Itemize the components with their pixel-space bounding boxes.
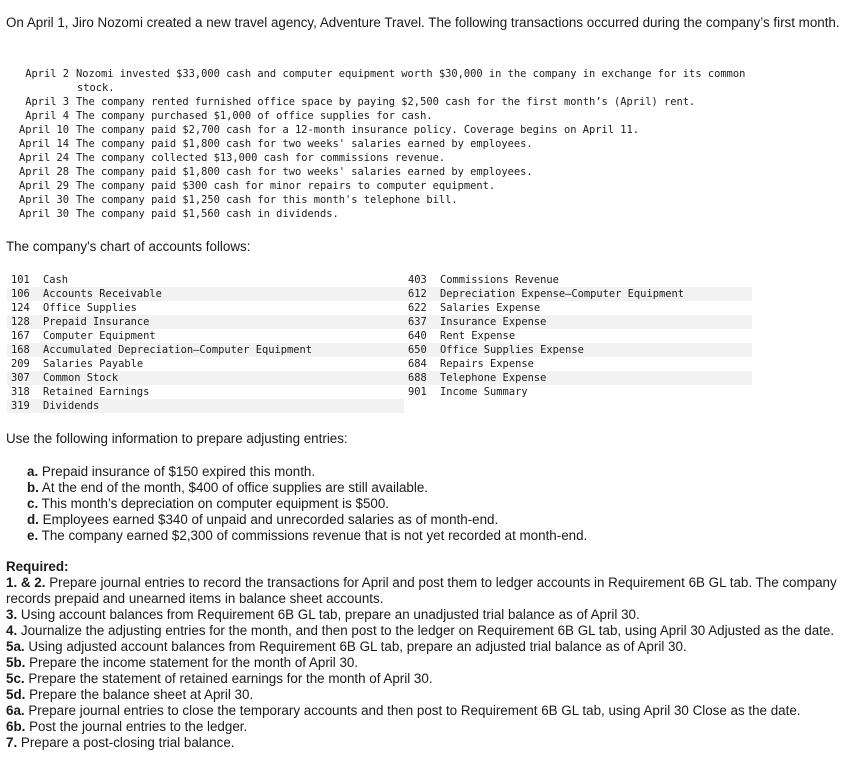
requirement-text: Prepare journal entries to close the temporary accounts and then post to Requirement 6B GL tab, using April 30 Close as the date. <box>28 703 801 718</box>
account-number: 688 <box>408 372 427 384</box>
transaction-desc: The company paid $1,800 cash for two weeks' salaries earned by employees. <box>76 138 533 150</box>
transaction-row <box>5 207 845 221</box>
transaction-date: April 24 <box>18 152 69 164</box>
list-item <box>6 703 848 719</box>
account-number: 128 <box>11 316 30 328</box>
transaction-desc: The company paid $1,800 cash for two weeks' salaries earned by employees. <box>76 166 533 178</box>
table-row <box>7 399 404 413</box>
account-name: Accumulated Depreciation—Computer Equipment <box>43 344 312 356</box>
transaction-date: April 4 <box>25 110 69 122</box>
transaction-desc: The company paid $300 cash for minor repairs to computer equipment. <box>76 180 496 192</box>
table-row <box>7 273 752 287</box>
list-item <box>6 655 848 671</box>
account-number: 403 <box>408 274 427 286</box>
account-name: Income Summary <box>440 386 528 398</box>
list-item <box>6 639 848 655</box>
transaction-row <box>5 179 845 193</box>
adjustment-letter: c. <box>27 496 39 511</box>
transaction-desc: The company rented furnished office space by paying $2,500 cash for the first month’s (April) rent. <box>76 96 696 108</box>
adjustment-text: Prepaid insurance of $150 expired this month. <box>41 464 316 479</box>
requirement-number: 1. & 2. <box>6 575 46 590</box>
transaction-row <box>5 95 845 109</box>
account-number: 637 <box>408 316 427 328</box>
requirement-text: Prepare the balance sheet at April 30. <box>29 687 254 702</box>
chart-of-accounts-title: The company's chart of accounts follows: <box>6 239 251 254</box>
table-row <box>7 385 752 399</box>
account-number: 307 <box>11 372 30 384</box>
list-item <box>27 528 827 544</box>
transaction-desc: Nozomi invested $33,000 cash and computer equipment worth $30,000 in the company in exchange for its common <box>76 68 746 80</box>
account-number: 167 <box>11 330 30 342</box>
account-name: Commissions Revenue <box>440 274 559 286</box>
adjustment-text: This month’s depreciation on computer equipment is $500. <box>41 496 390 511</box>
requirement-text: Using adjusted account balances from Requirement 6B GL tab, prepare an adjusted trial balance as of April 30. <box>28 639 687 654</box>
transaction-row <box>5 193 845 207</box>
transaction-desc: The company purchased $1,000 of office supplies for cash. <box>76 110 433 122</box>
transaction-date: April 14 <box>18 138 69 150</box>
table-row <box>7 315 752 329</box>
list-item <box>6 735 848 751</box>
requirement-text: Post the journal entries to the ledger. <box>29 719 248 734</box>
adjustments-title: Use the following information to prepare adjusting entries: <box>6 431 348 446</box>
account-name: Cash <box>43 274 69 286</box>
list-item <box>6 687 848 703</box>
transaction-date: April 10 <box>18 124 69 136</box>
account-number: 640 <box>408 330 427 342</box>
adjustment-letter: e. <box>27 528 39 543</box>
requirement-text: Prepare a post-closing trial balance. <box>20 735 235 750</box>
transaction-date: April 2 <box>25 68 69 80</box>
account-number: 622 <box>408 302 427 314</box>
account-name: Insurance Expense <box>440 316 547 328</box>
account-name: Office Supplies Expense <box>440 344 584 356</box>
transaction-row <box>5 67 845 81</box>
account-name: Dividends <box>43 400 100 412</box>
transaction-row <box>5 151 845 165</box>
requirement-number: 4. <box>6 623 18 638</box>
transaction-desc: The company paid $1,560 cash in dividends. <box>76 208 339 220</box>
adjustment-letter: d. <box>27 512 39 527</box>
account-name: Office Supplies <box>43 302 137 314</box>
transactions-list <box>5 67 845 221</box>
transaction-date: April 28 <box>18 166 69 178</box>
list-item <box>6 623 848 639</box>
transaction-date: April 29 <box>18 180 69 192</box>
transaction-date: April 30 <box>18 194 69 206</box>
required-section <box>6 559 848 751</box>
account-number: 319 <box>11 400 30 412</box>
transaction-desc: The company collected $13,000 cash for commissions revenue. <box>76 152 446 164</box>
account-name: Salaries Expense <box>440 302 541 314</box>
account-name: Prepaid Insurance <box>43 316 150 328</box>
required-title: Required: <box>6 559 69 574</box>
account-number: 901 <box>408 386 427 398</box>
requirement-number: 7. <box>6 735 18 750</box>
account-number: 101 <box>11 274 30 286</box>
account-number: 684 <box>408 358 427 370</box>
account-name: Common Stock <box>43 372 119 384</box>
intro-paragraph: On April 1, Jiro Nozomi created a new travel agency, Adventure Travel. The following transactions occurred during the company’s first month. <box>6 15 840 30</box>
transaction-row <box>5 109 845 123</box>
table-row <box>7 371 752 385</box>
requirement-number: 6b. <box>6 719 26 734</box>
adjustment-letter: a. <box>27 464 39 479</box>
list-item <box>6 719 848 735</box>
list-item <box>27 496 827 512</box>
account-name: Computer Equipment <box>43 330 156 342</box>
list-item <box>27 512 827 528</box>
account-name: Salaries Payable <box>43 358 144 370</box>
requirement-number: 6a. <box>6 703 25 718</box>
chart-of-accounts-table <box>7 273 752 413</box>
transaction-row <box>5 137 845 151</box>
transaction-row <box>5 165 845 179</box>
list-item <box>6 607 848 623</box>
transaction-date: April 30 <box>18 208 69 220</box>
account-number: 124 <box>11 302 30 314</box>
account-name: Telephone Expense <box>440 372 547 384</box>
account-number: 168 <box>11 344 30 356</box>
transaction-desc: The company paid $1,250 cash for this month's telephone bill. <box>76 194 458 206</box>
list-item <box>6 575 848 607</box>
table-row <box>7 287 752 301</box>
transaction-desc-cont: stock. <box>77 82 115 94</box>
transaction-continuation <box>70 81 845 95</box>
adjustment-text: At the end of the month, $400 of office supplies are still available. <box>41 480 428 495</box>
requirement-number: 5c. <box>6 671 25 686</box>
account-name: Depreciation Expense—Computer Equipment <box>440 288 684 300</box>
requirement-number: 5d. <box>6 687 26 702</box>
list-item <box>6 671 848 687</box>
adjustment-text: Employees earned $340 of unpaid and unrecorded salaries as of month-end. <box>42 512 499 527</box>
account-number: 209 <box>11 358 30 370</box>
account-name: Repairs Expense <box>440 358 534 370</box>
requirement-text: Journalize the adjusting entries for the month, and then post to the ledger on Requirement 6B GL tab, using April 30 Adjusted as the date. <box>20 623 835 638</box>
requirement-text: Prepare the statement of retained earnings for the month of April 30. <box>28 671 433 686</box>
adjustment-text: The company earned $2,300 of commissions revenue that is not yet recorded at month-end. <box>41 528 588 543</box>
account-name: Rent Expense <box>440 330 516 342</box>
requirement-text: Prepare journal entries to record the transactions for April and post them to ledger accounts in Requirement 6B GL tab. The company records prepaid and unearned items in balance sheet accounts. <box>6 575 837 606</box>
table-row <box>7 343 752 357</box>
requirement-number: 5b. <box>6 655 26 670</box>
adjustment-letter: b. <box>27 480 39 495</box>
account-name: Accounts Receivable <box>43 288 162 300</box>
transaction-row <box>5 123 845 137</box>
transaction-desc: The company paid $2,700 cash for a 12-month insurance policy. Coverage begins on April 11. <box>76 124 640 136</box>
adjustments-list <box>27 464 827 544</box>
table-row <box>7 357 752 371</box>
requirement-number: 5a. <box>6 639 25 654</box>
table-row <box>7 329 752 343</box>
account-number: 318 <box>11 386 30 398</box>
requirement-text: Using account balances from Requirement 6B GL tab, prepare an unadjusted trial balance as of April 30. <box>20 607 640 622</box>
account-number: 650 <box>408 344 427 356</box>
account-number: 612 <box>408 288 427 300</box>
account-number: 106 <box>11 288 30 300</box>
table-row <box>7 301 752 315</box>
list-item <box>27 480 827 496</box>
requirement-number: 3. <box>6 607 18 622</box>
transaction-date: April 3 <box>25 96 69 108</box>
list-item <box>27 464 827 480</box>
requirement-text: Prepare the income statement for the month of April 30. <box>29 655 359 670</box>
account-name: Retained Earnings <box>43 386 150 398</box>
